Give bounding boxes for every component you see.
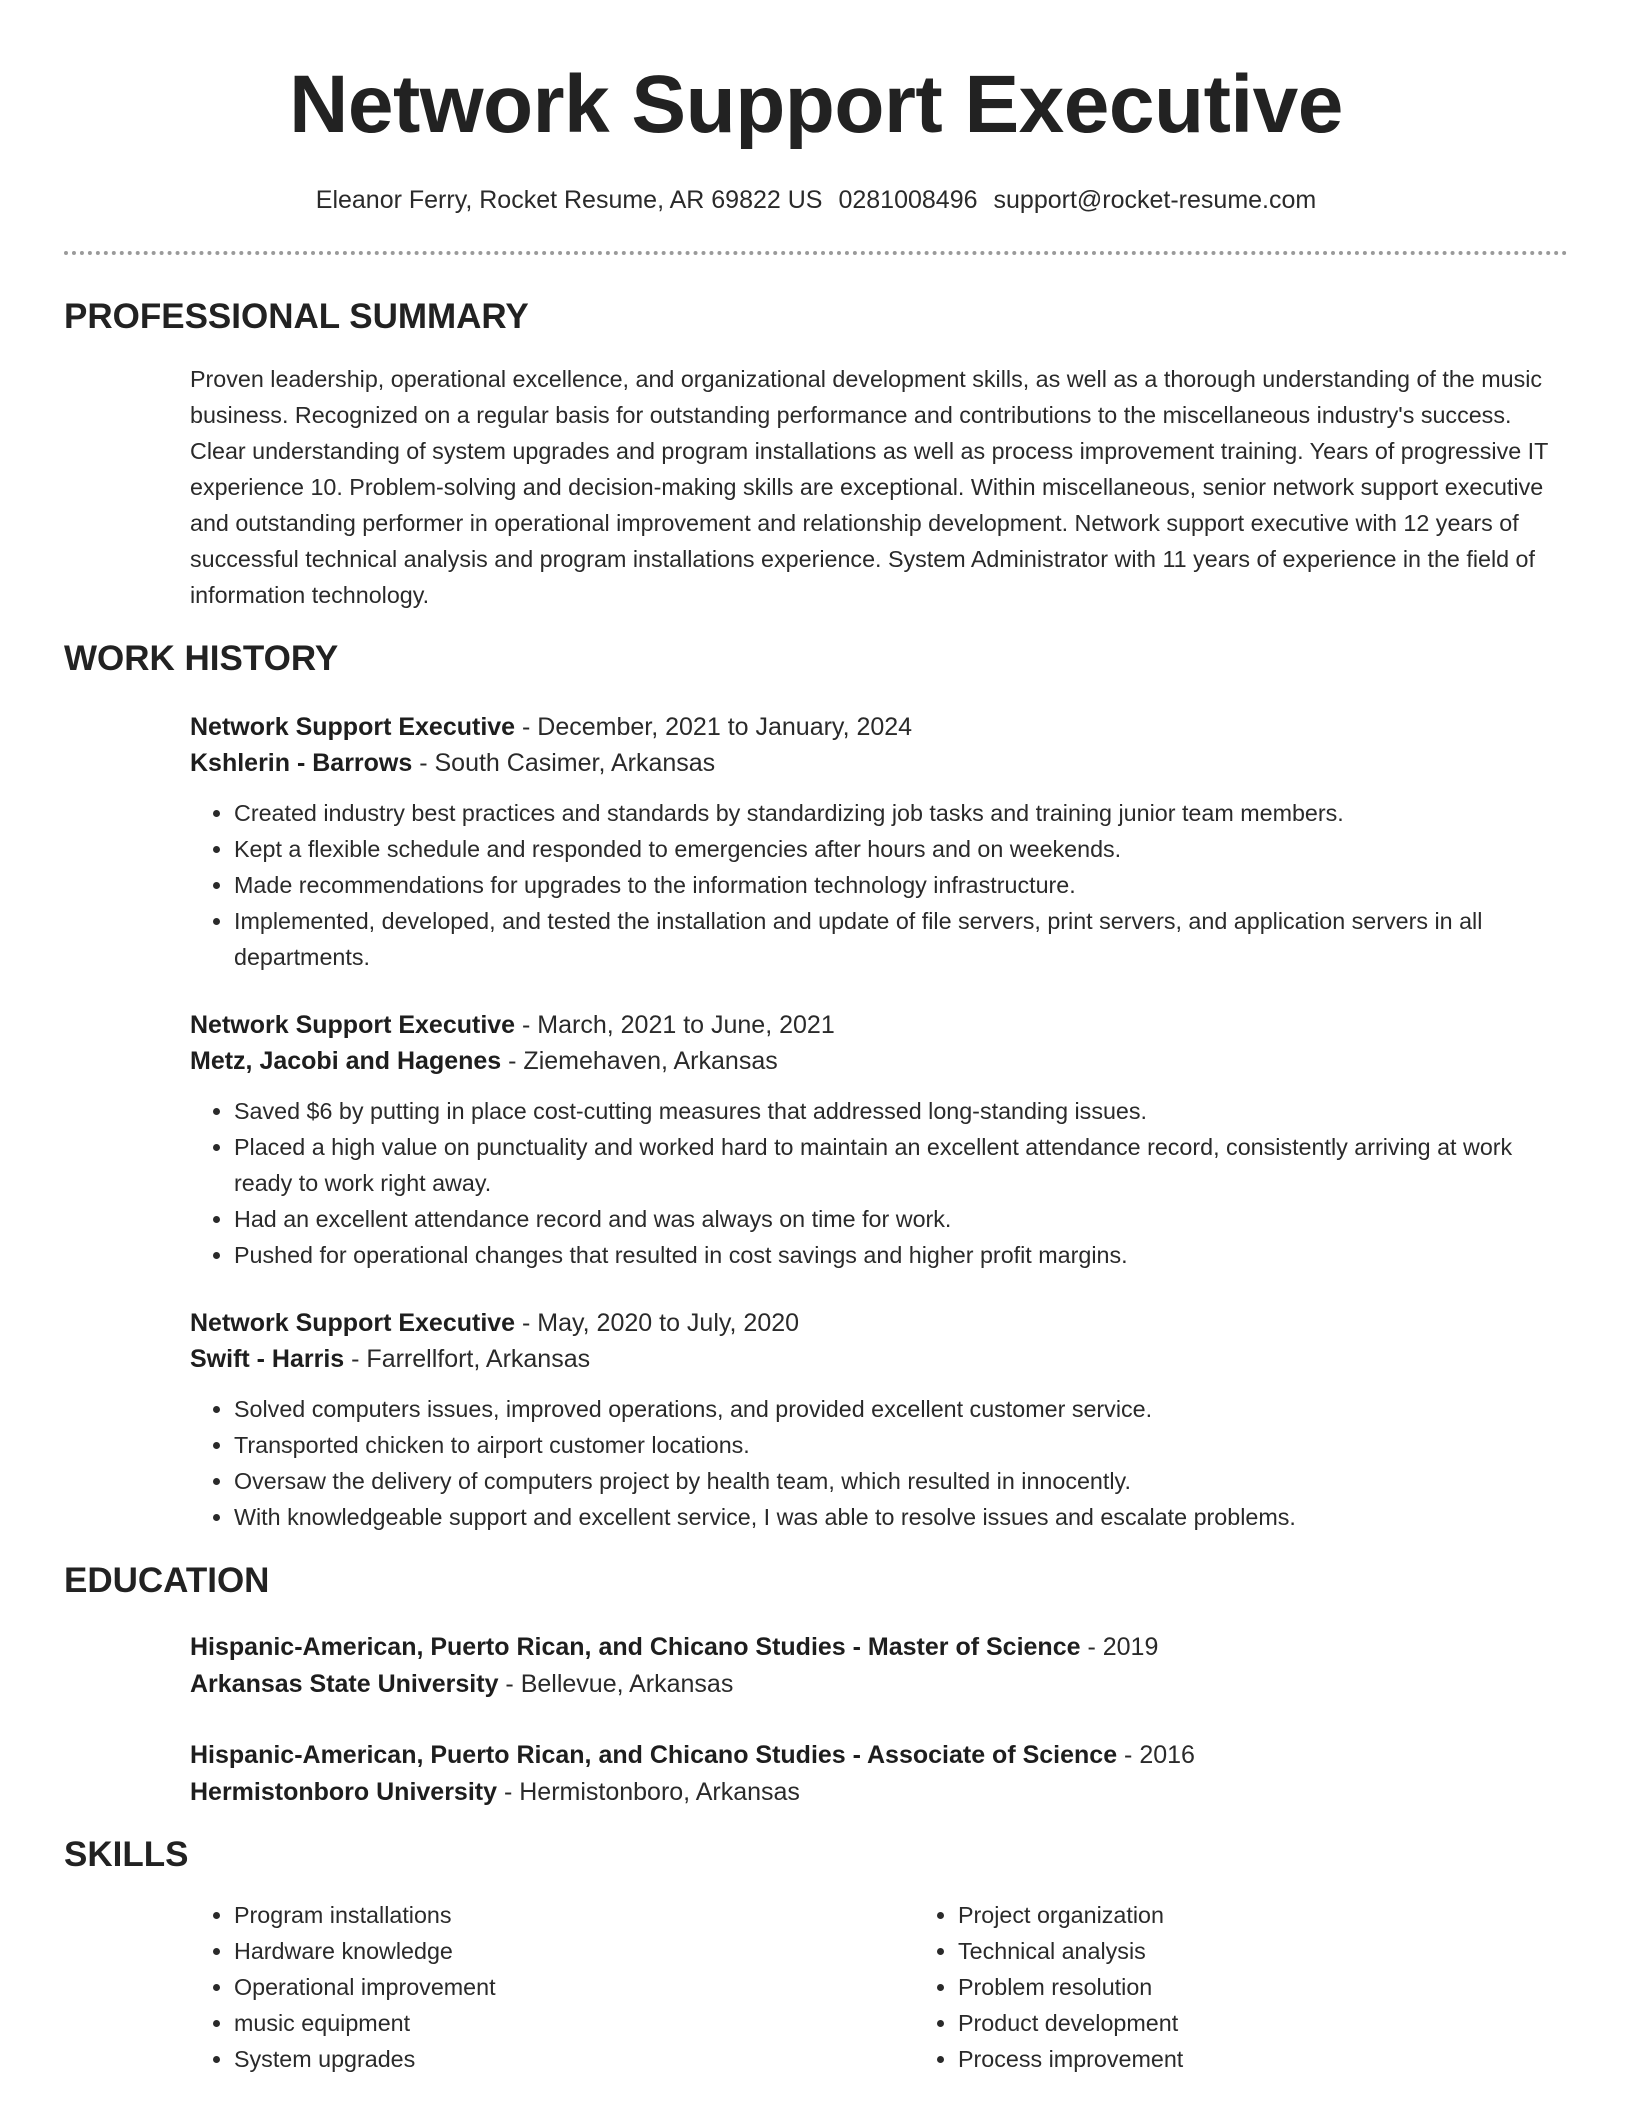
resume-name: Network Support Executive (289, 59, 1343, 150)
job-bullets (190, 795, 1568, 975)
job-bullet: • Pushed for operational changes that resulted in cost savings and higher profit margins. (234, 1237, 1568, 1273)
contact-phone: 0281008496 (838, 186, 978, 214)
skill-item: • System upgrades (234, 2041, 914, 2077)
job-company-line (190, 1341, 1568, 1377)
contact-line (64, 183, 1568, 217)
skill-item: • Project organization (958, 1897, 1558, 1933)
skills-column-1 (190, 1897, 914, 2077)
work-history (190, 709, 1568, 1535)
job-bullet: • Saved $6 by putting in place cost-cutting measures that addressed long-standing issues. (234, 1093, 1568, 1129)
contact-email[interactable]: support@rocket-resume.com (993, 186, 1317, 214)
job-bullet: • Solved computers issues, improved operations, and provided excellent customer service. (234, 1391, 1568, 1427)
job-bullets (190, 1391, 1568, 1535)
job-location: - Ziemehaven, Arkansas (501, 1047, 778, 1075)
education-school-line (190, 1666, 1568, 1703)
job-company-line (190, 745, 1568, 781)
skill-item: • Operational improvement (234, 1969, 914, 2005)
contact-address: Eleanor Ferry, Rocket Resume, AR 69822 US (315, 186, 823, 214)
section-title-skills: SKILLS (64, 1835, 189, 1874)
skill-item: • Program installations (234, 1897, 914, 1933)
education-degree: Hispanic-American, Puerto Rican, and Chicano Studies - Master of Science (190, 1633, 1081, 1661)
job-bullet: • Created industry best practices and standards by standardizing job tasks and training junior team members. (234, 795, 1568, 831)
job-location: - Farrellfort, Arkansas (344, 1345, 591, 1373)
skill-item: • Hardware knowledge (234, 1933, 914, 1969)
job-entry (190, 1305, 1568, 1535)
job-company: Swift - Harris (190, 1345, 345, 1373)
job-role-line (190, 1305, 1568, 1341)
skill-item: • Product development (958, 2005, 1558, 2041)
education-location: - Hermistonboro, Arkansas (497, 1778, 800, 1806)
skill-item: • Technical analysis (958, 1933, 1558, 1969)
summary-text: Proven leadership, operational excellence, and organizational development skills, as well as a thorough understanding of the music business. Recognized on a regular basis for outstanding performance and contributions to the miscellaneous industry's success. Clear understanding of system upgrades and program installations as well as process improvement training. Years of progressive IT experience 10. Problem-solving and decision-making skills are exceptional. Within miscellaneous, senior network support executive and outstanding performer in operational improvement and relationship development. Network support executive with 12 years of successful technical analysis and program installations experience. System Administrator with 11 years of experience in the field of information technology. (190, 366, 1548, 608)
skills-column-2 (914, 1897, 1558, 2077)
job-dates: - March, 2021 to June, 2021 (515, 1011, 835, 1039)
section-title-work-history: WORK HISTORY (64, 639, 339, 678)
header-divider (64, 251, 1568, 255)
job-role: Network Support Executive (190, 713, 516, 741)
job-bullet: • Made recommendations for upgrades to the information technology infrastructure. (234, 867, 1568, 903)
job-bullet: • Oversaw the delivery of computers project by health team, which resulted in innocently. (234, 1463, 1568, 1499)
education-school-line (190, 1774, 1568, 1811)
job-company: Kshlerin - Barrows (190, 749, 413, 777)
job-entry (190, 709, 1568, 975)
job-bullet: • Implemented, developed, and tested the installation and update of file servers, print servers, and application servers in all departments. (234, 903, 1568, 975)
section-title-education: EDUCATION (64, 1561, 270, 1600)
job-role-line (190, 709, 1568, 745)
job-bullet: • Placed a high value on punctuality and worked hard to maintain an excellent attendance record, consistently arriving at work ready to work right away. (234, 1129, 1568, 1201)
job-location: - South Casimer, Arkansas (412, 749, 716, 777)
job-role-line (190, 1007, 1568, 1043)
education-degree-line (190, 1629, 1568, 1666)
education-degree-line (190, 1737, 1568, 1774)
job-bullets (190, 1093, 1568, 1273)
skill-item: • Problem resolution (958, 1969, 1558, 2005)
education-entry (190, 1737, 1568, 1811)
job-role: Network Support Executive (190, 1011, 516, 1039)
education-year: - 2016 (1117, 1741, 1195, 1769)
job-bullet: • Transported chicken to airport customer locations. (234, 1427, 1568, 1463)
education-year: - 2019 (1080, 1633, 1159, 1661)
job-bullet: • Had an excellent attendance record and was always on time for work. (234, 1201, 1568, 1237)
job-role: Network Support Executive (190, 1309, 516, 1337)
job-company: Metz, Jacobi and Hagenes (190, 1047, 502, 1075)
education-location: - Bellevue, Arkansas (498, 1670, 734, 1698)
education-degree: Hispanic-American, Puerto Rican, and Chicano Studies - Associate of Science (190, 1741, 1118, 1769)
education-entry (190, 1629, 1568, 1703)
job-dates: - December, 2021 to January, 2024 (515, 713, 913, 741)
education-school: Hermistonboro University (190, 1778, 498, 1806)
resume-page (64, 0, 1568, 2077)
job-dates: - May, 2020 to July, 2020 (515, 1309, 800, 1337)
skills-grid (190, 1897, 1568, 2077)
job-entry (190, 1007, 1568, 1273)
job-bullet: • With knowledgeable support and excellent service, I was able to resolve issues and escalate problems. (234, 1499, 1568, 1535)
skill-item: • Process improvement (958, 2041, 1558, 2077)
skill-item: • music equipment (234, 2005, 914, 2041)
job-bullet: • Kept a flexible schedule and responded to emergencies after hours and on weekends. (234, 831, 1568, 867)
job-company-line (190, 1043, 1568, 1079)
education-school: Arkansas State University (190, 1670, 499, 1698)
section-title-summary: PROFESSIONAL SUMMARY (64, 297, 529, 336)
education (190, 1629, 1568, 1811)
